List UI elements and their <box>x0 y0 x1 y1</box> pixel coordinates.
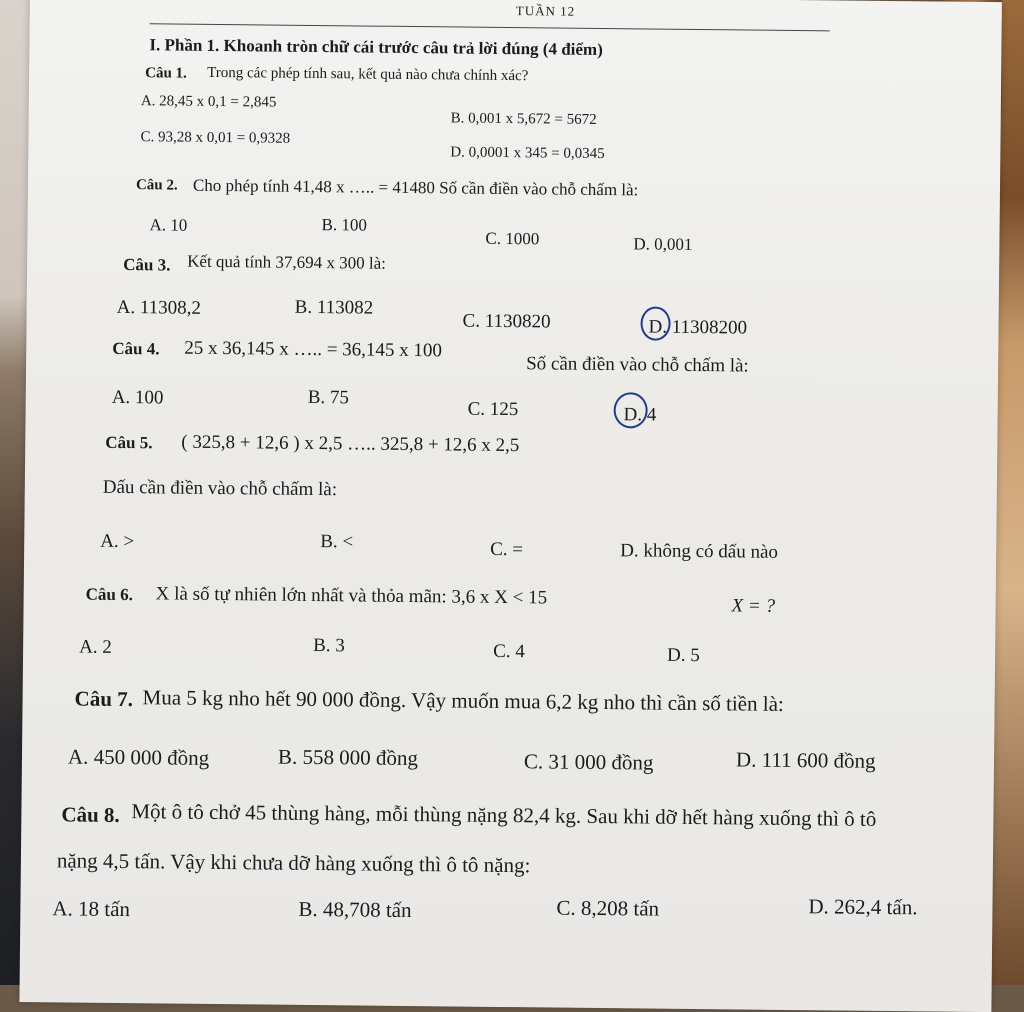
option-c[interactable]: C. 1000 <box>485 228 540 249</box>
option-c[interactable]: C. = <box>490 538 524 561</box>
option-c[interactable]: C. 93,28 x 0,01 = 0,9328 <box>140 129 291 147</box>
question-text-2: Số cần điền vào chỗ chấm là: <box>526 353 749 377</box>
option-d[interactable]: D. 262,4 tấn. <box>808 894 918 920</box>
option-d[interactable]: D. 5 <box>666 644 700 667</box>
option-b[interactable]: B. 0,001 x 5,672 = 5672 <box>450 110 597 128</box>
option-a[interactable]: A. 18 tấn <box>52 896 131 922</box>
option-b[interactable]: B. 113082 <box>294 296 374 319</box>
option-c[interactable]: C. 4 <box>493 640 525 663</box>
option-c[interactable]: C. 125 <box>467 398 519 421</box>
option-b[interactable]: B. 3 <box>313 635 345 657</box>
option-c[interactable]: C. 31 000 đồng <box>523 749 654 775</box>
header-rule <box>150 23 830 31</box>
question-text: Cho phép tính 41,48 x ….. = 41480 Số cần điền vào chỗ chấm là: <box>192 175 639 200</box>
option-d[interactable]: D. không có dấu nào <box>620 540 779 563</box>
worksheet-page <box>19 0 1002 1012</box>
question-label: Câu 3. <box>123 254 171 275</box>
option-a[interactable]: A. 2 <box>79 636 112 658</box>
question-text: Trong các phép tính sau, kết quả nào chưa chính xác? <box>207 64 529 85</box>
question-text-2: X = ? <box>731 595 776 617</box>
option-d[interactable]: D. 4 <box>623 404 657 426</box>
option-d[interactable]: D. 0,001 <box>633 234 693 254</box>
option-d[interactable]: D. 11308200 <box>648 316 748 339</box>
pen-circle-mark <box>613 392 647 428</box>
question-text: 25 x 36,145 x ….. = 36,145 x 100 <box>184 337 443 362</box>
question-text: Một ô tô chở 45 thùng hàng, mỗi thùng nặng 82,4 kg. Sau khi dỡ hết hàng xuống thì ô tô <box>131 799 877 831</box>
question-label: Câu 6. <box>85 584 134 605</box>
question-text: ( 325,8 + 12,6 ) x 2,5 ….. 325,8 + 12,6 x 2,5 <box>181 431 520 457</box>
question-label: Câu 7. <box>74 686 134 712</box>
question-label: Câu 5. <box>105 432 153 453</box>
question-label: Câu 4. <box>112 338 160 359</box>
option-a[interactable]: A. 100 <box>111 386 164 409</box>
option-a[interactable]: A. > <box>100 530 135 553</box>
question-text-2: Dấu cần điền vào chỗ chấm là: <box>102 476 338 501</box>
question-label: Câu 2. <box>135 177 178 194</box>
part-title: I. Phần 1. Khoanh tròn chữ cái trước câu trả lời đúng (4 điểm) <box>149 35 603 60</box>
question-label: Câu 8. <box>61 802 120 827</box>
option-a[interactable]: A. 11308,2 <box>116 296 202 319</box>
option-a[interactable]: A. 450 000 đồng <box>67 744 210 770</box>
option-b[interactable]: B. 75 <box>307 386 350 409</box>
option-d[interactable]: D. 111 600 đồng <box>735 747 876 773</box>
option-b[interactable]: B. < <box>320 531 354 553</box>
option-b[interactable]: B. 48,708 tấn <box>298 896 412 923</box>
question-text: Kết quả tính 37,694 x 300 là: <box>187 251 387 273</box>
question-text: X là số tự nhiên lớn nhất và thỏa mãn: 3,6 x X < 15 <box>155 583 548 609</box>
option-a[interactable]: A. 28,45 x 0,1 = 2,845 <box>140 93 277 111</box>
option-c[interactable]: C. 8,208 tấn <box>556 895 660 921</box>
option-b[interactable]: B. 100 <box>321 215 368 235</box>
option-b[interactable]: B. 558 000 đồng <box>277 744 419 771</box>
option-d[interactable]: D. 0,0001 x 345 = 0,0345 <box>450 144 605 163</box>
week-header: TUẦN 12 <box>515 3 576 19</box>
question-text: Mua 5 kg nho hết 90 000 đồng. Vậy muốn mua 6,2 kg nho thì cần số tiền là: <box>142 685 784 716</box>
option-a[interactable]: A. 10 <box>149 215 188 235</box>
question-label: Câu 1. <box>145 65 187 82</box>
question-text-2: nặng 4,5 tấn. Vậy khi chưa dỡ hàng xuống thì ô tô nặng: <box>56 848 531 878</box>
option-c[interactable]: C. 1130820 <box>462 310 551 333</box>
